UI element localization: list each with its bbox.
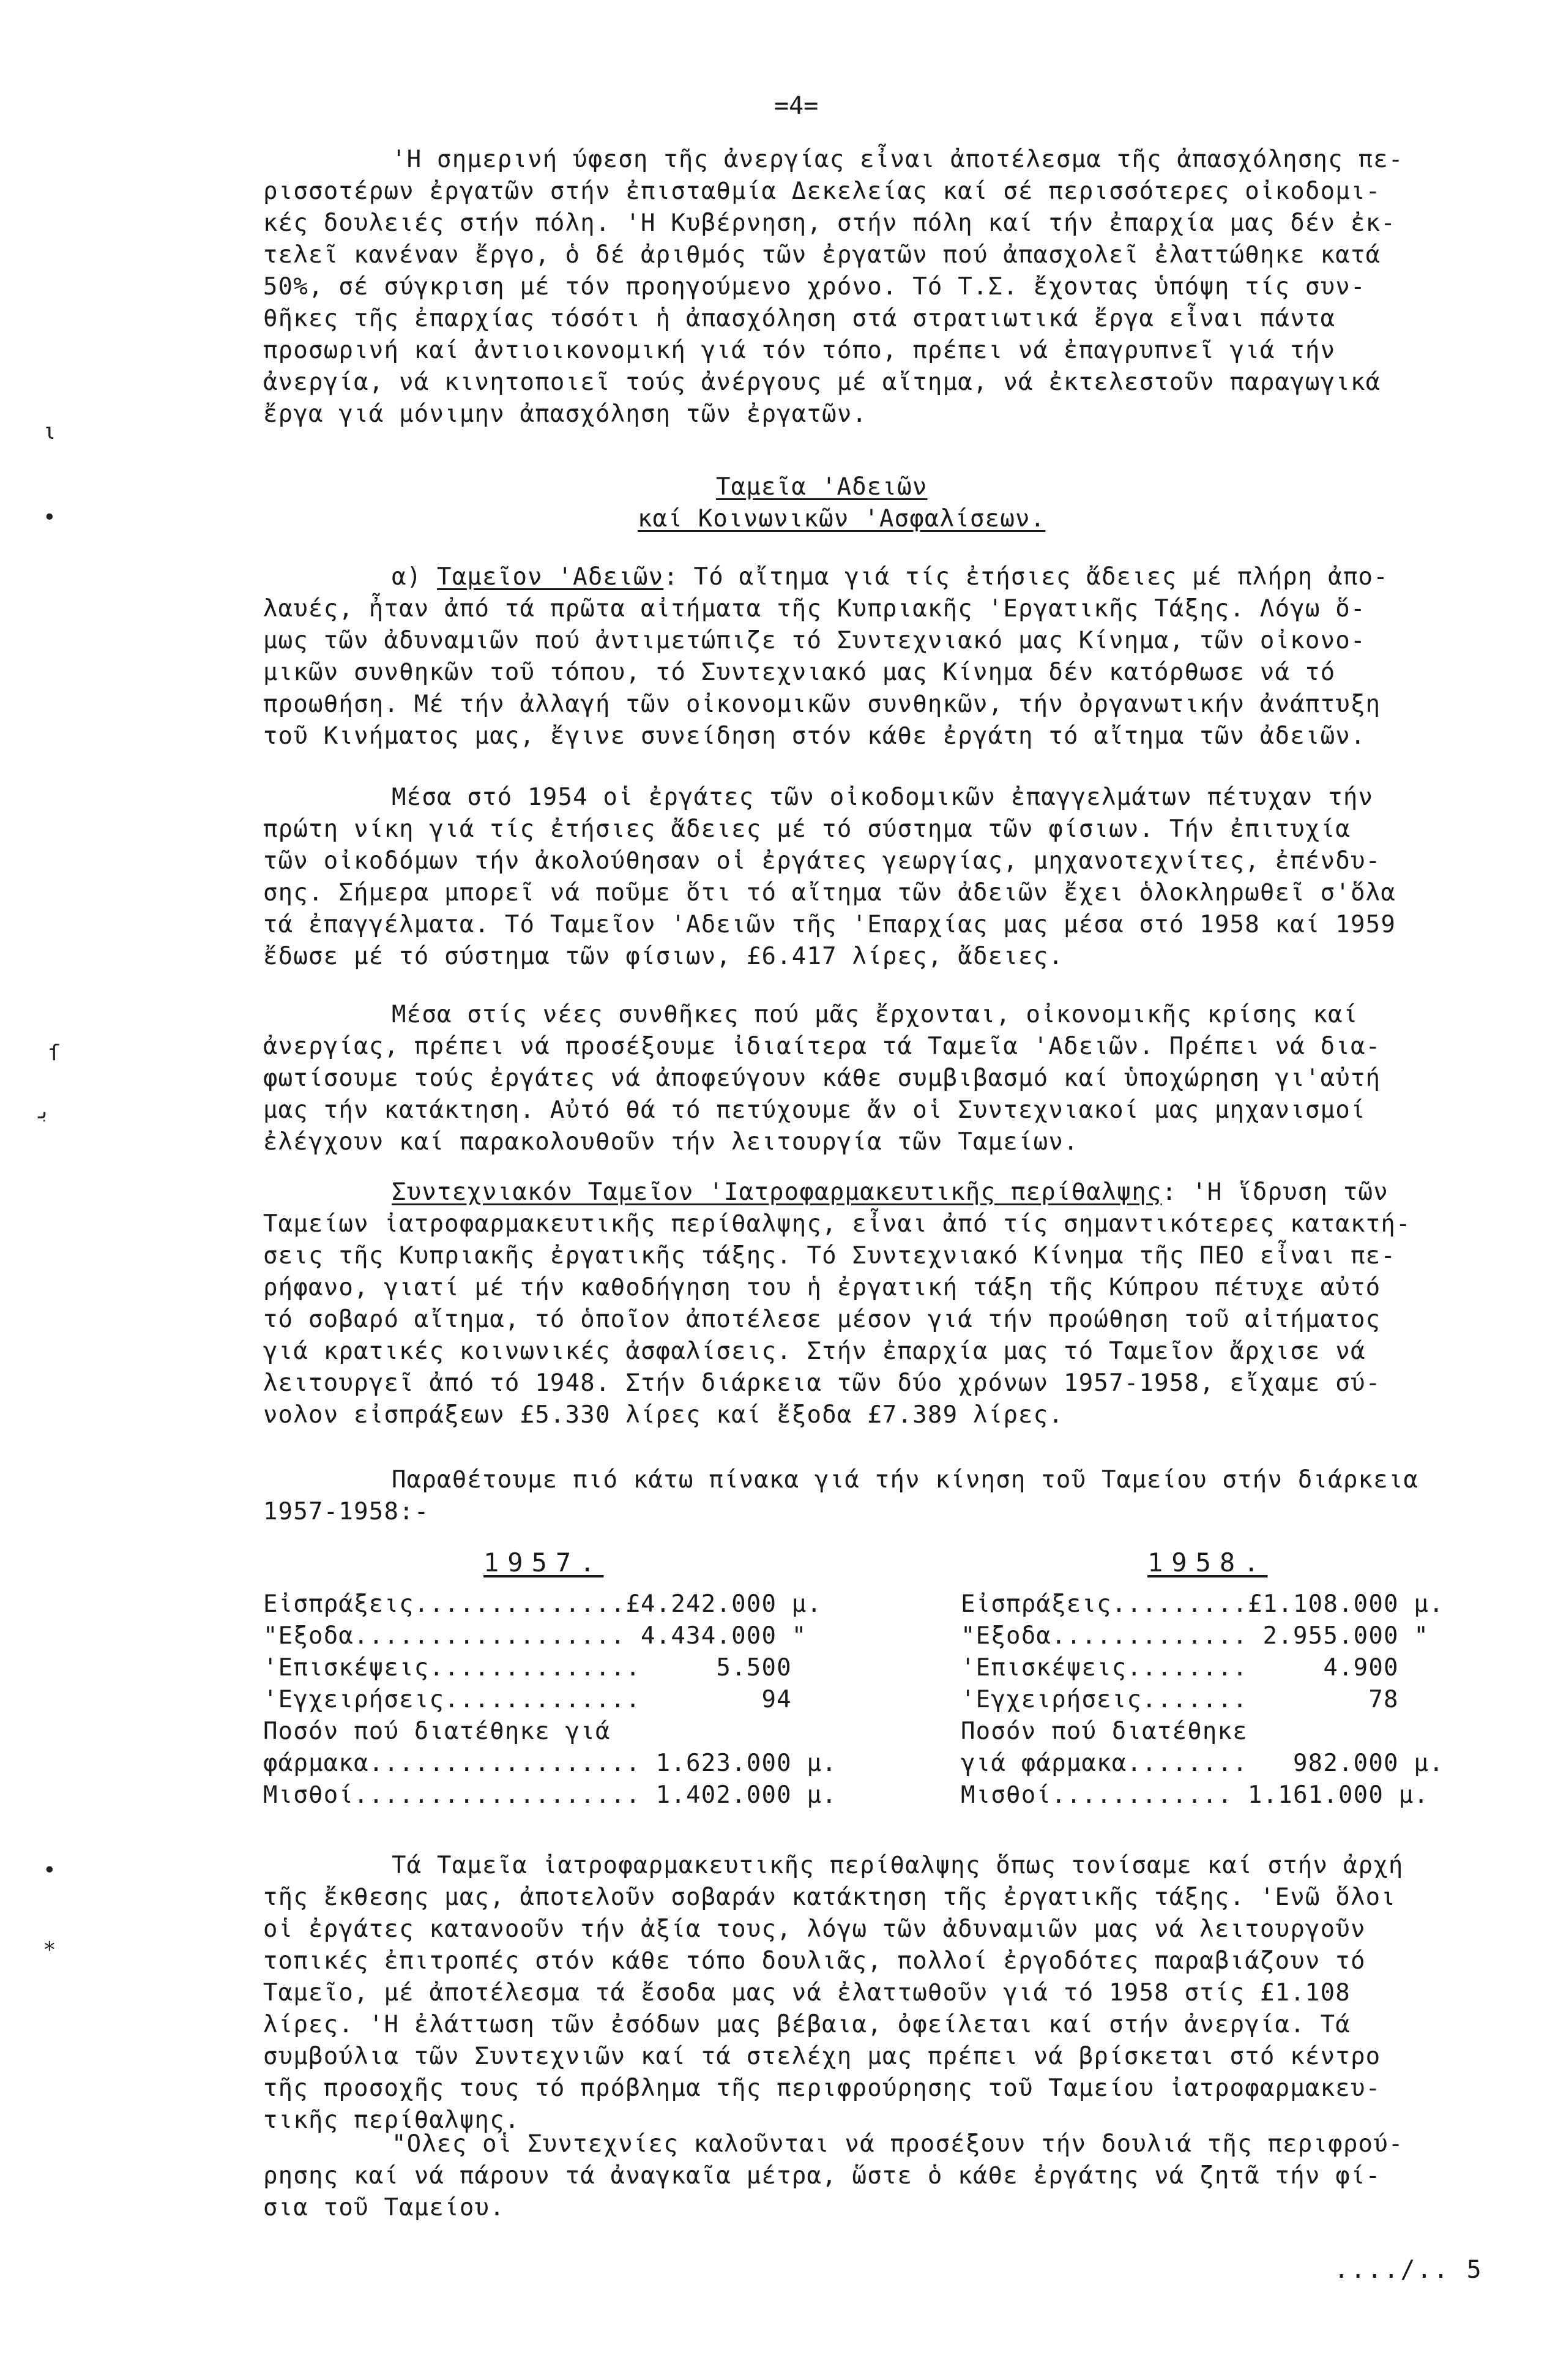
table-1958-row: Μισθοί............ 1.161.000 μ. bbox=[961, 1781, 1430, 1809]
para-crisis-line: ἐλέγχουν καί παρακολουθοῦν τήν λειτουργία τῶν Ταμείων. bbox=[263, 1128, 1079, 1156]
para-a-line: λαυές, ἦταν ἀπό τά πρῶτα αἰτήματα τῆς Κυπριακῆς 'Εργατικῆς Τάξης. Λόγω ὅ- bbox=[263, 595, 1366, 623]
para-conclusion-line: Τά Ταμεῖα ἰατροφαρμακευτικῆς περίθαλψης ὅπως τονίσαμε καί στήν ἀρχή bbox=[392, 1852, 1404, 1879]
para-conclusion-line: τῆς προσοχῆς τους τό πρόβλημα τῆς περιφρούρησης τοῦ Ταμείου ἰατροφαρμακευ- bbox=[263, 2075, 1381, 2102]
table-1957-row: Εἰσπράξεις..............£4.242.000 μ. bbox=[263, 1590, 822, 1618]
table-1957-row: Ποσόν πού διατέθηκε γιά bbox=[263, 1718, 611, 1745]
para-1954-line: τῶν οἰκοδόμων τήν ἀκολούθησαν οἱ ἐργάτες γεωργίας, μηχανοτεχνίτες, ἐπένδυ- bbox=[263, 847, 1381, 875]
para-pharma-line: Ταμείων ἰατροφαρμακευτικῆς περίθαλψης, εἶναι ἀπό τίς σημαντικότερες κατακτή- bbox=[263, 1210, 1411, 1238]
margin-mark: ſ bbox=[48, 1041, 61, 1066]
table-1957-row: Μισθοί................... 1.402.000 μ. bbox=[263, 1781, 837, 1809]
para-conclusion-line: τοπικές ἐπιτροπές στόν κάθε τόπο δουλιᾶς, πολλοί ἐργοδότες παραβιάζουν τό bbox=[263, 1947, 1366, 1975]
para-final-line: σια τοῦ Ταμείου. bbox=[263, 2194, 505, 2221]
margin-mark: ﺑ bbox=[38, 1099, 51, 1124]
para-a-line: μως τῶν ἀδυναμιῶν πού ἀντιμετώπιζε τό Συντεχνιακό μας Κίνημα, τῶν οἰκονο- bbox=[263, 627, 1366, 654]
para-pharma-line: τό σοβαρό αἴτημα, τό ὁποῖον ἀποτέλεσε μέσον γιά τήν προώθηση τοῦ αἰτήματος bbox=[263, 1306, 1381, 1333]
para-a-first-line bbox=[392, 563, 1389, 591]
para-conclusion-line: Ταμεῖο, μέ ἀποτέλεσμα τά ἔσοδα μας νά ἐλαττωθοῦν γιά τό 1958 στίς £1.108 bbox=[263, 1979, 1351, 2007]
intro-line: ἔργα γιά μόνιμην ἀπασχόληση τῶν ἐργατῶν. bbox=[263, 400, 868, 428]
para-crisis-line: Μέσα στίς νέες συνθῆκες πού μᾶς ἔρχονται, οἰκονομικῆς κρίσης καί bbox=[392, 1001, 1359, 1028]
para-pharma-line: ρήφανο, γιατί μέ τήν καθοδήγηση του ἡ ἐργατική τάξη τῆς Κύπρου πέτυχε αὐτό bbox=[263, 1274, 1381, 1301]
para-pharma-line: νολον εἰσπράξεων £5.330 λίρες καί ἔξοδα £7.389 λίρες. bbox=[263, 1401, 1064, 1429]
table-1958-row: "Εξοδα............. 2.955.000 " bbox=[961, 1622, 1430, 1650]
para-conclusion-line: τῆς ἔκθεσης μας, ἀποτελοῦν σοβαράν κατάκτηση τῆς ἐργατικῆς τάξης. 'Ενῶ ὅλοι bbox=[263, 1884, 1396, 1911]
table-1958-row: γιά φάρμακα........ 982.000 μ. bbox=[961, 1749, 1444, 1777]
table-1958-year: 1958. bbox=[1147, 1547, 1268, 1577]
margin-mark: ι bbox=[43, 419, 56, 444]
intro-line: κές δουλειές στήν πόλη. 'Η Κυβέρνηση, στήν πόλη καί τήν ἐπαρχία μας δέν ἐκ- bbox=[263, 209, 1396, 237]
para-pharma-line: γιά κρατικές κοινωνικές ἀσφαλίσεις. Στήν ἐπαρχία μας τό Ταμεῖον ἄρχισε νά bbox=[263, 1338, 1366, 1365]
para-a-line: προωθήση. Μέ τήν ἀλλαγή τῶν οἰκονομικῶν συνθηκῶν, τήν ὀργανωτικήν ἀνάπτυξη bbox=[263, 690, 1381, 718]
para-pharma-line: σεις τῆς Κυπριακῆς ἐργατικῆς τάξης. Τό Συντεχνιακό Κίνημα τῆς ΠΕΟ εἶναι πε- bbox=[263, 1242, 1396, 1270]
table-1957-year: 1957. bbox=[483, 1547, 604, 1577]
para-table-intro-line: Παραθέτουμε πιό κάτω πίνακα γιά τήν κίνηση τοῦ Ταμείου στήν διάρκεια bbox=[392, 1466, 1419, 1494]
para-crisis-line: φωτίσουμε τούς ἐργάτες νά ἀποφεύγουν κάθε συμβιβασμό καί ὑποχώρηση γι'αὐτή bbox=[263, 1065, 1381, 1092]
para-table-intro-line: 1957-1958:- bbox=[263, 1498, 430, 1525]
section-heading-line2: καί Κοινωνικῶν 'Ασφαλίσεων. bbox=[638, 505, 1046, 533]
para-pharma-first-rest: : 'Η ἵδρυση τῶν bbox=[1161, 1178, 1389, 1206]
para-a-line: τοῦ Κινήματος μας, ἔγινε συνείδηση στόν κάθε ἐργάτη τό αἴτημα τῶν ἀδειῶν. bbox=[263, 722, 1366, 750]
margin-mark: * bbox=[43, 1937, 56, 1963]
para-a-label: α) bbox=[392, 563, 438, 591]
para-pharma-first-line bbox=[392, 1178, 1389, 1207]
table-1957-row: φάρμακα.................. 1.623.000 μ. bbox=[263, 1749, 837, 1777]
para-conclusion-line: οἱ ἐργάτες κατανοοῦν τήν ἀξία τους, λόγω τῶν ἀδυναμιῶν μας νά λειτουργοῦν bbox=[263, 1915, 1366, 1943]
para-a-heading: Ταμεῖον 'Αδειῶν bbox=[437, 563, 664, 591]
table-1958 bbox=[961, 1589, 1444, 1811]
intro-line: 'Η σημερινή ύφεση τῆς ἀνεργίας εἶναι ἀποτέλεσμα τῆς ἀπασχόλησης πε- bbox=[392, 146, 1404, 173]
section-heading-line1: Ταμεῖα 'Αδειῶν bbox=[716, 473, 928, 501]
para-1954-line: Μέσα στό 1954 οἱ ἐργάτες τῶν οἰκοδομικῶν ἐπαγγελμάτων πέτυχαν τήν bbox=[392, 784, 1374, 811]
para-1954-line: τά ἐπαγγέλματα. Τό Ταμεῖον 'Αδειῶν τῆς 'Επαρχίας μας μέσα στό 1958 καί 1959 bbox=[263, 911, 1396, 938]
intro-line: θῆκες τῆς ἐπαρχίας τόσότι ἡ ἀπασχόληση στά στρατιωτικά ἔργα εἶναι πάντα bbox=[263, 305, 1336, 332]
para-conclusion-line: λίρες. 'Η ἐλάττωση τῶν ἐσόδων μας βέβαια, ὀφείλεται καί στήν ἀνεργία. Τά bbox=[263, 2011, 1351, 2038]
para-pharma-line: λειτουργεῖ ἀπό τό 1948. Στήν διάρκεια τῶν δύο χρόνων 1957-1958, εἴχαμε σύ- bbox=[263, 1369, 1381, 1397]
table-1958-row: 'Επισκέψεις........ 4.900 bbox=[961, 1654, 1399, 1682]
para-1954-line: ἔδωσε μέ τό σύστημα τῶν φίσιων, £6.417 λίρες, ἄδειες. bbox=[263, 943, 1064, 970]
para-pharma-heading: Συντεχνιακόν Ταμεῖον 'Ιατροφαρμακευτικῆς περίθαλψης bbox=[392, 1178, 1162, 1206]
table-1958-row: Εἰσπράξεις.........£1.108.000 μ. bbox=[961, 1590, 1444, 1618]
intro-line: τελεῖ κανέναν ἔργο, ὁ δέ ἀριθμός τῶν ἐργατῶν πού ἀπασχολεῖ ἐλαττώθηκε κατά bbox=[263, 241, 1381, 269]
para-a-line: μικῶν συνθηκῶν τοῦ τόπου, τό Συντεχνιακό μας Κίνημα δέν κατόρθωσε νά τό bbox=[263, 659, 1336, 686]
table-1958-row: 'Εγχειρήσεις....... 78 bbox=[961, 1686, 1399, 1713]
page-number: =4= bbox=[774, 92, 819, 120]
para-final-line: "Ολες οἱ Συντεχνίες καλοῦνται νά προσέξουν τήν δουλιά τῆς περιφρού- bbox=[392, 2130, 1404, 2158]
table-1957-row: 'Επισκέψεις.............. 5.500 bbox=[263, 1654, 792, 1682]
para-crisis-line: ἀνεργίας, πρέπει νά προσέξουμε ἰδιαίτερα τά Ταμεῖα 'Αδειῶν. Πρέπει νά δια- bbox=[263, 1033, 1381, 1060]
margin-mark: • bbox=[43, 505, 56, 530]
intro-line: 50%, σέ σύγκριση μέ τόν προηγούμενο χρόνο. Τό Τ.Σ. ἔχοντας ὑπόψη τίς συν- bbox=[263, 273, 1366, 301]
table-1957-row: 'Εγχειρήσεις............. 94 bbox=[263, 1686, 792, 1713]
continuation-marker: ..../.. 5 bbox=[1334, 2256, 1483, 2284]
para-1954-line: πρώτη νίκη γιά τίς ἐτήσιες ἄδειες μέ τό σύστημα τῶν φίσιων. Τήν ἐπιτυχία bbox=[263, 815, 1351, 843]
para-1954-line: σης. Σήμερα μπορεῖ νά ποῦμε ὅτι τό αἴτημα τῶν ἀδειῶν ἔχει ὁλοκληρωθεῖ σ'ὅλα bbox=[263, 879, 1396, 907]
margin-mark: • bbox=[43, 1858, 56, 1883]
intro-line: ρισσοτέρων ἐργατῶν στήν ἐπισταθμία Δεκελείας καί σέ περισσότερες οἰκοδομι- bbox=[263, 178, 1381, 205]
para-a-first-rest: : Τό αἴτημα γιά τίς ἐτήσιες ἄδειες μέ πλήρη ἀπο- bbox=[663, 563, 1389, 591]
table-1957-row: "Εξοδα.................. 4.434.000 " bbox=[263, 1622, 807, 1650]
table-1958-row: Ποσόν πού διατέθηκε bbox=[961, 1718, 1248, 1745]
table-1957 bbox=[263, 1589, 837, 1811]
para-conclusion-line: συμβούλια τῶν Συντεχνιῶν καί τά στελέχη μας πρέπει νά βρίσκεται στό κέντρο bbox=[263, 2043, 1381, 2070]
para-final-line: ρησης καί νά πάρουν τά ἀναγκαῖα μέτρα, ὥστε ὁ κάθε ἐργάτης νά ζητᾶ τήν φί- bbox=[263, 2162, 1381, 2190]
para-crisis-line: μας τήν κατάκτηση. Αὐτό θά τό πετύχουμε ἄν οἱ Συντεχνιακοί μας μηχανισμοί bbox=[263, 1096, 1366, 1124]
intro-line: προσωρινή καί ἀντιοικονομική γιά τόν τόπο, πρέπει νά ἐπαγρυπνεῖ γιά τήν bbox=[263, 337, 1336, 364]
para-conclusion-line: τικῆς περίθαλψης. bbox=[263, 2106, 520, 2134]
intro-line: ἀνεργία, νά κινητοποιεῖ τούς ἀνέργους μέ αἴτημα, νά ἐκτελεστοῦν παραγωγικά bbox=[263, 369, 1381, 396]
